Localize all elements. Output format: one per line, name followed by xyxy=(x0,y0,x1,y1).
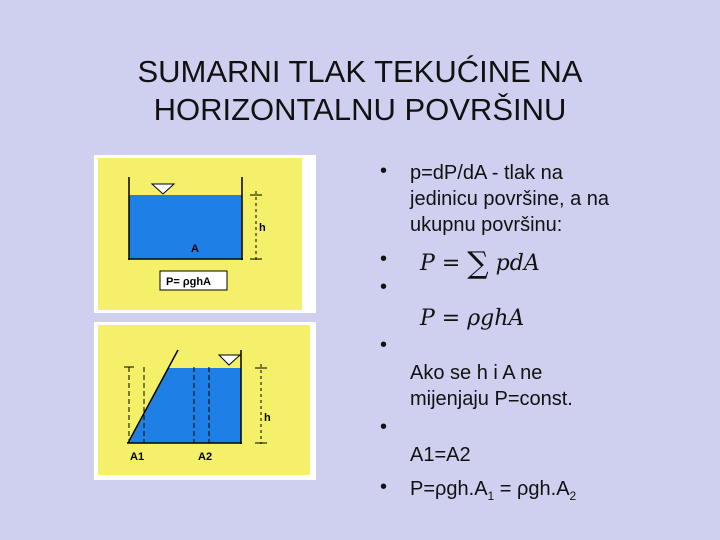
bullet-6-text xyxy=(410,478,576,507)
bullet-6-mid: = ρgh.A xyxy=(494,478,570,500)
formula-sum-rest: pdA xyxy=(495,251,540,276)
bullet-4-line-2: mijenjaju P=const. xyxy=(410,388,573,410)
figure1-label-a: A xyxy=(191,243,199,255)
formula-sum xyxy=(420,246,540,281)
bullet-1-line-2: jedinicu površine, a na xyxy=(410,188,610,210)
title-line-1: SUMARNI TLAK TEKUĆINE NA xyxy=(137,54,583,89)
bullet-5-text: A1=A2 xyxy=(410,444,471,466)
formula-total: P = ρghA xyxy=(420,306,525,331)
bullet-dot: • xyxy=(380,276,388,298)
formula-sum-eq: = xyxy=(441,251,461,276)
bullet-1-line-1: p=dP/dA - tlak na xyxy=(410,162,563,184)
figure2-label-h: h xyxy=(264,412,271,424)
bullet-dot: • xyxy=(380,476,388,498)
bullet-dot: • xyxy=(380,334,388,356)
figure2-label-a2: A2 xyxy=(198,451,213,463)
formula-sum-p: P xyxy=(420,251,435,276)
bullet-4-line-1: Ako se h i A ne xyxy=(410,362,543,384)
figure-tank-trapezoidal xyxy=(94,322,316,480)
bullet-6-sub-1: 1 xyxy=(487,489,495,503)
bullet-dot: • xyxy=(380,160,388,182)
sigma-icon: ∑ xyxy=(467,246,489,281)
figure1-formula: P= ρghA xyxy=(166,276,212,288)
figure1-label-h: h xyxy=(259,222,266,234)
figure2-label-a1: A1 xyxy=(130,451,145,463)
figure1-water xyxy=(129,195,242,259)
bullet-6-sub-2: 2 xyxy=(569,489,577,503)
bullet-6-prefix: P=ρgh.A xyxy=(410,478,488,500)
figure-tank-rectangular xyxy=(94,155,316,313)
bullet-dot: • xyxy=(380,416,388,438)
bullet-1-line-3: ukupnu površinu: xyxy=(410,214,563,236)
page-title xyxy=(0,53,720,129)
title-line-2: HORIZONTALNU POVRŠINU xyxy=(153,92,567,127)
bullet-dot: • xyxy=(380,248,388,270)
